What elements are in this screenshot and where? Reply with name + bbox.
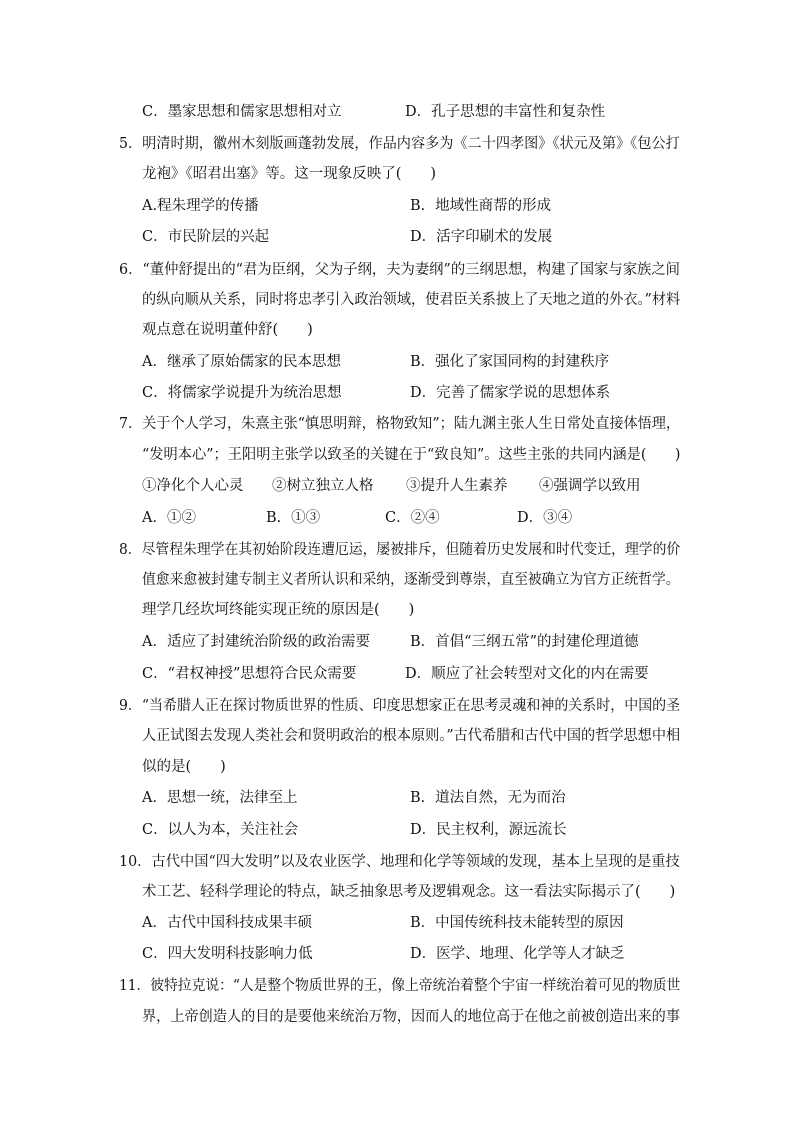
- q7-option-c: C．②④: [385, 510, 440, 526]
- q7-option-d: D．③④: [517, 510, 573, 526]
- q10-option-d: D．医学、地理、化学等人才缺乏: [410, 946, 625, 962]
- q9-option-d: D．民主权利，源远流长: [410, 822, 567, 838]
- q9-stem-line-2: 人正试图去发现人类社会和贤明政治的根本原则。”古代希腊和古代中国的哲学思想中相: [142, 728, 681, 744]
- q5-option-a: A.程朱理学的传播: [142, 198, 259, 214]
- q6-option-d: D．完善了儒家学说的思想体系: [410, 385, 611, 401]
- q10-option-a: A．古代中国科技成果丰硕: [142, 915, 312, 931]
- q5-stem-line-2: 龙袍》《昭君出塞》等。这一现象反映了( ): [142, 166, 437, 182]
- q9-option-b: B．道法自然，无为而治: [410, 790, 566, 806]
- q10-stem-line-2: 术工艺、轻科学理论的特点，缺乏抽象思考及逻辑观念。这一看法实际揭示了( ): [142, 884, 676, 900]
- q7-item-3: ③提升人生素养: [406, 478, 508, 494]
- q7-item-2: ②树立独立人格: [272, 478, 374, 494]
- q5-option-d: D．活字印刷术的发展: [410, 229, 553, 245]
- q9-stem-line-1: 9．“当希腊人正在探讨物质世界的性质、印度思想家正在思考灵魂和神的关系时，中国的圣: [119, 698, 681, 714]
- q7-stem-line-1: 7．关于个人学习，朱熹主张“慎思明辩，格物致知”；陆九渊主张人生日常处直接体悟理，: [119, 416, 681, 432]
- q11-stem-line-1: 11．彼特拉克说：“人是整个物质世界的王，像上帝统治着整个宇宙一样统治着可见的物质世: [119, 978, 681, 994]
- q4-option-c: C．墨家思想和儒家思想相对立: [142, 104, 342, 120]
- q8-option-d: D．顺应了社会转型对文化的内在需要: [405, 666, 649, 682]
- q8-option-c: C．“君权神授”思想符合民众需要: [142, 666, 357, 682]
- q6-option-b: B．强化了家国同构的封建秩序: [410, 354, 610, 370]
- q7-item-4: ④强调学以致用: [539, 478, 641, 494]
- q6-option-a: A．继承了原始儒家的民本思想: [142, 354, 341, 370]
- q5-option-b: B．地域性商帮的形成: [410, 198, 552, 214]
- q4-option-d: D．孔子思想的丰富性和复杂性: [405, 104, 606, 120]
- q9-stem-line-3: 似的是( ): [142, 759, 226, 775]
- q11-stem-line-2: 界，上帝创造人的目的是要他来统治万物，因而人的地位高于在他之前被创造出来的事: [142, 1009, 680, 1025]
- q8-option-a: A．适应了封建统治阶级的政治需要: [142, 634, 370, 650]
- q10-option-b: B．中国传统科技未能转型的原因: [410, 915, 624, 931]
- q6-stem-line-1: 6．“董仲舒提出的“君为臣纲，父为子纲，夫为妻纲”的三纲思想，构建了国家与家族之间: [119, 262, 680, 278]
- q9-option-a: A．思想一统，法律至上: [142, 790, 298, 806]
- q6-stem-line-3: 观点意在说明董仲舒( ): [142, 322, 313, 338]
- q7-item-1: ①净化个人心灵: [142, 478, 244, 494]
- q8-option-b: B．首倡“三纲五常”的封建伦理道德: [410, 634, 639, 650]
- q10-stem-line-1: 10．古代中国“四大发明”以及农业医学、地理和化学等领域的发现，基本上呈现的是重技: [119, 854, 680, 870]
- q10-option-c: C．四大发明科技影响力低: [142, 946, 313, 962]
- q7-option-b: B．①③: [266, 510, 321, 526]
- q5-stem-line-1: 5．明清时期，徽州木刻版画蓬勃发展，作品内容多为《二十四孝图》《状元及第》《包公打: [119, 136, 680, 152]
- q6-stem-line-2: 的纵向顺从关系，同时将忠孝引入政治领域，使君臣关系披上了天地之道的外衣。”材料: [142, 292, 681, 308]
- q7-stem-line-2: “发明本心”；王阳明主张学以致圣的关键在于“致良知”。这些主张的共同内涵是( ): [142, 447, 681, 463]
- q5-option-c: C．市民阶层的兴起: [142, 229, 270, 245]
- q8-stem-line-3: 理学几经坎坷终能实现正统的原因是( ): [142, 602, 415, 618]
- q9-option-c: C．以人为本，关注社会: [142, 822, 299, 838]
- q8-stem-line-2: 值愈来愈被封建专制主义者所认识和采纳，逐渐受到尊崇，直至被确立为官方正统哲学。: [142, 572, 680, 588]
- q7-option-a: A．①②: [142, 510, 196, 526]
- q8-stem-line-1: 8．尽管程朱理学在其初始阶段连遭厄运，屡被排斥，但随着历史发展和时代变迁，理学的价: [119, 542, 681, 558]
- q6-option-c: C．将儒家学说提升为统治思想: [142, 385, 342, 401]
